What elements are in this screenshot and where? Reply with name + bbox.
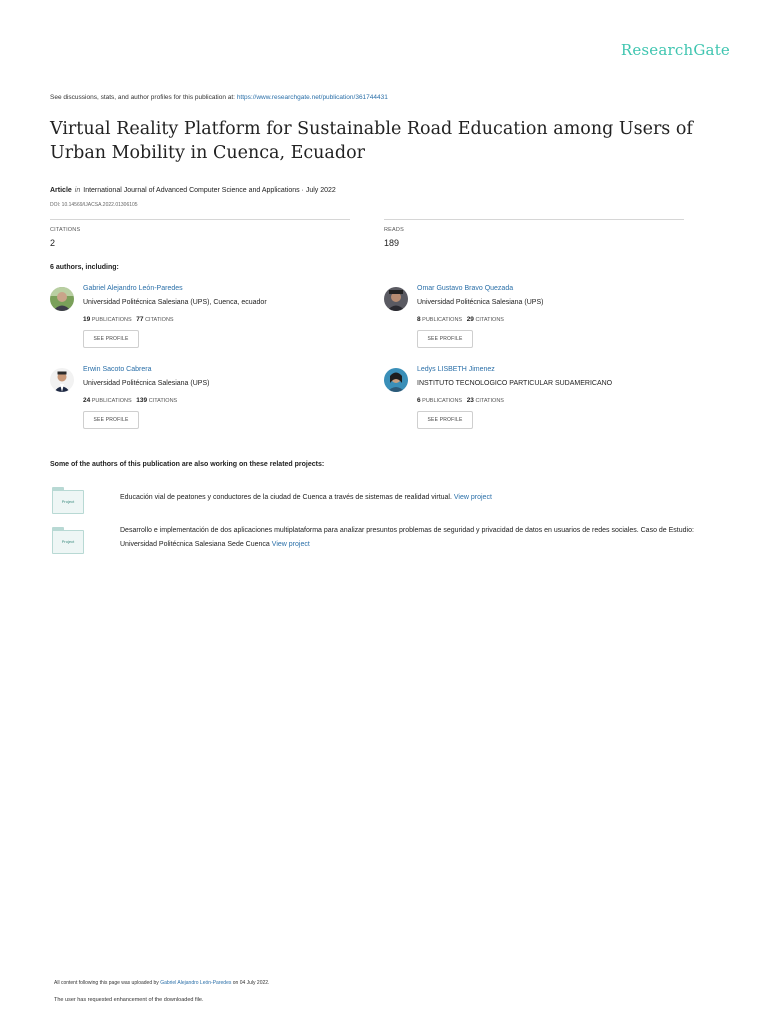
view-project-link[interactable]: View project — [453, 494, 492, 501]
author-institution: Universidad Politécnica Salesiana (UPS) — [83, 380, 210, 387]
upload-suffix: on 04 July 2022. — [232, 980, 270, 986]
author-card — [50, 287, 380, 357]
citations-label: CITATIONS — [148, 398, 178, 404]
publications-label: PUBLICATIONS — [91, 398, 132, 404]
author-card — [50, 368, 380, 438]
author-name[interactable]: Omar Gustavo Bravo Quezada — [417, 285, 514, 292]
citations-count: 77 — [136, 316, 144, 323]
journal-name[interactable]: International Journal of Advanced Computer Science and Applications · July 2022 — [83, 187, 336, 194]
divider-right — [384, 219, 684, 220]
project-item — [120, 491, 720, 505]
authors-heading: 6 authors, including: — [50, 264, 119, 271]
in-word: in — [74, 187, 81, 194]
publications-label: PUBLICATIONS — [422, 317, 463, 323]
citations-label: CITATIONS — [50, 227, 81, 233]
citations-label: CITATIONS — [475, 317, 504, 323]
avatar[interactable] — [50, 368, 74, 392]
see-profile-button[interactable]: SEE PROFILE — [417, 330, 473, 348]
author-stats — [417, 397, 504, 404]
discussion-prefix: See discussions, stats, and author profiles for this publication at: — [50, 94, 235, 101]
author-name[interactable]: Ledys LISBETH Jimenez — [417, 366, 495, 373]
publications-count: 6 — [417, 397, 421, 404]
upload-note — [54, 980, 269, 986]
project-item — [120, 524, 710, 552]
reads-value: 189 — [384, 238, 400, 248]
researchgate-logo[interactable]: ResearchGate — [620, 41, 730, 59]
project-description: Educación vial de peatones y conductores de la ciudad de Cuenca a través de sistemas de realidad virtual. — [120, 494, 452, 501]
publications-label: PUBLICATIONS — [422, 398, 463, 404]
author-institution: Universidad Politécnica Salesiana (UPS) — [417, 299, 544, 306]
avatar[interactable] — [50, 287, 74, 311]
citations-label: CITATIONS — [145, 317, 174, 323]
publications-count: 24 — [83, 397, 91, 404]
reads-label: READS — [384, 227, 404, 233]
uploader-link[interactable]: Gabriel Alejandro León-Paredes — [160, 980, 232, 986]
author-stats — [83, 397, 177, 404]
author-institution: Universidad Politécnica Salesiana (UPS), Cuenca, ecuador — [83, 299, 267, 306]
publications-label: PUBLICATIONS — [91, 317, 132, 323]
author-card — [384, 287, 714, 357]
project-icon — [52, 490, 84, 514]
divider-left — [50, 219, 350, 220]
article-type: Article — [50, 187, 72, 194]
project-icon-label: Project — [61, 499, 75, 504]
citations-label: CITATIONS — [475, 398, 504, 404]
citations-count: 29 — [466, 316, 474, 323]
avatar[interactable] — [384, 287, 408, 311]
project-icon — [52, 530, 84, 554]
publications-count: 19 — [83, 316, 91, 323]
see-profile-button[interactable]: SEE PROFILE — [83, 411, 139, 429]
project-icon-label: Project — [61, 539, 75, 544]
publication-link[interactable]: https://www.researchgate.net/publication/361744431 — [236, 94, 388, 101]
avatar[interactable] — [384, 368, 408, 392]
project-description: Desarrollo e implementación de dos aplicaciones multiplataforma para analizar presuntos problemas de seguridad y privacidad de datos en usuarios de redes sociales. Caso de Estudio: Universidad Politécnica Salesiana Sede Cuenca — [120, 527, 694, 548]
author-institution: INSTITUTO TECNOLOGICO PARTICULAR SUDAMERICANO — [417, 380, 613, 387]
publications-count: 8 — [417, 316, 421, 323]
related-projects-heading: Some of the authors of this publication are also working on these related projects: — [50, 461, 325, 468]
author-name[interactable]: Erwin Sacoto Cabrera — [83, 366, 152, 373]
discussion-note — [50, 94, 388, 101]
citations-value: 2 — [50, 238, 56, 248]
paper-title: Virtual Reality Platform for Sustainable Road Education among Users of Urban Mobility in Cuenca, Ecuador — [50, 119, 693, 163]
author-name[interactable]: Gabriel Alejandro León-Paredes — [83, 285, 183, 292]
doi: DOI: 10.14569/IJACSA.2022.01306105 — [50, 202, 138, 208]
author-stats — [83, 316, 174, 323]
enhancement-note: The user has requested enhancement of the downloaded file. — [54, 997, 204, 1003]
view-project-link[interactable]: View project — [271, 541, 310, 548]
see-profile-button[interactable]: SEE PROFILE — [417, 411, 473, 429]
upload-prefix: All content following this page was uploaded by — [54, 980, 159, 986]
author-stats — [417, 316, 504, 323]
author-card — [384, 368, 714, 438]
paper-meta — [50, 187, 336, 194]
see-profile-button[interactable]: SEE PROFILE — [83, 330, 139, 348]
citations-count: 139 — [136, 397, 148, 404]
citations-count: 23 — [466, 397, 474, 404]
